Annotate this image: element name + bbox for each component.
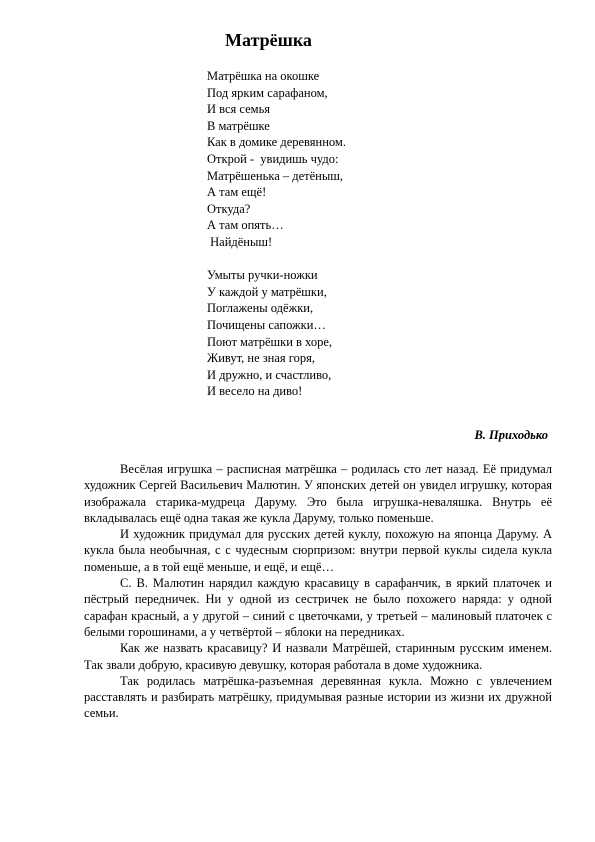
- poem-line: И вся семья: [207, 102, 271, 117]
- poem: [207, 68, 346, 400]
- poem-line: Поют матрёшки в хоре,: [207, 334, 332, 349]
- poem-line: И весело на диво!: [207, 384, 303, 399]
- poem-line: Открой - увидишь чудо:: [207, 151, 339, 166]
- poem-line: Откуда?: [207, 201, 251, 216]
- paragraph: Как же назвать красавицу? И назвали Матрёшей, старинным русским именем. Так звали добрую, красивую девушку, которая работала в доме художника.: [84, 641, 552, 672]
- prose-text: [84, 461, 552, 722]
- poem-line: Найдёныш!: [207, 234, 273, 249]
- poem-line: Матрёшенька – детёныш,: [207, 168, 344, 183]
- poem-line: Матрёшка на окошке: [207, 69, 320, 83]
- poem-line: А там опять…: [207, 218, 284, 233]
- poem-author: В. Приходько: [474, 428, 548, 442]
- poem-line: А там ещё!: [207, 185, 267, 200]
- poem-line: Живут, не зная горя,: [207, 351, 315, 366]
- paragraph: Весёлая игрушка – расписная матрёшка – родилась сто лет назад. Её придумал художник Сергей Васильевич Малютин. У японских детей он увидел игрушку, которая изображала старика-мудреца Даруму. Это была игрушка-неваляшка. Внутрь её вкладывалась ещё одна такая же кукла Даруму, только поменьше.: [84, 462, 552, 525]
- poem-line: Умыты ручки-ножки: [207, 268, 318, 283]
- page-title: Матрёшка: [225, 30, 312, 50]
- poem-line: Почищены сапожки…: [207, 317, 326, 332]
- poem-line: И дружно, и счастливо,: [207, 367, 332, 382]
- poem-line: У каждой у матрёшки,: [207, 284, 327, 299]
- poem-line: Как в домике деревянном.: [207, 135, 346, 150]
- paragraph: С. В. Малютин нарядил каждую красавицу в сарафанчик, в яркий платочек и пёстрый передничек. Ни у одной из сестричек не было похожего наряда: у одной сарафан красный, а у другой – синий с цветочками, у третьей – малиновый платочек с белыми горошинами, а у четвёртой – яблоки на передниках.: [84, 576, 552, 639]
- poem-line: Поглажены одёжки,: [207, 301, 314, 316]
- poem-line: В матрёшке: [207, 118, 270, 133]
- paragraph: Так родилась матрёшка-разъемная деревянная кукла. Можно с увлечением расставлять и разбирать матрёшку, придумывая разные истории из жизни их дружной семьи.: [84, 673, 552, 721]
- poem-line: Под ярким сарафаном,: [207, 85, 328, 100]
- paragraph: И художник придумал для русских детей куклу, похожую на японца Даруму. А кукла была необычная, с с чудесным сюрпризом: внутри первой куклы сидела кукла поменьше, а в той ещё меньше, и ещё, и ещё…: [84, 527, 552, 574]
- stanza-gap: [207, 251, 346, 268]
